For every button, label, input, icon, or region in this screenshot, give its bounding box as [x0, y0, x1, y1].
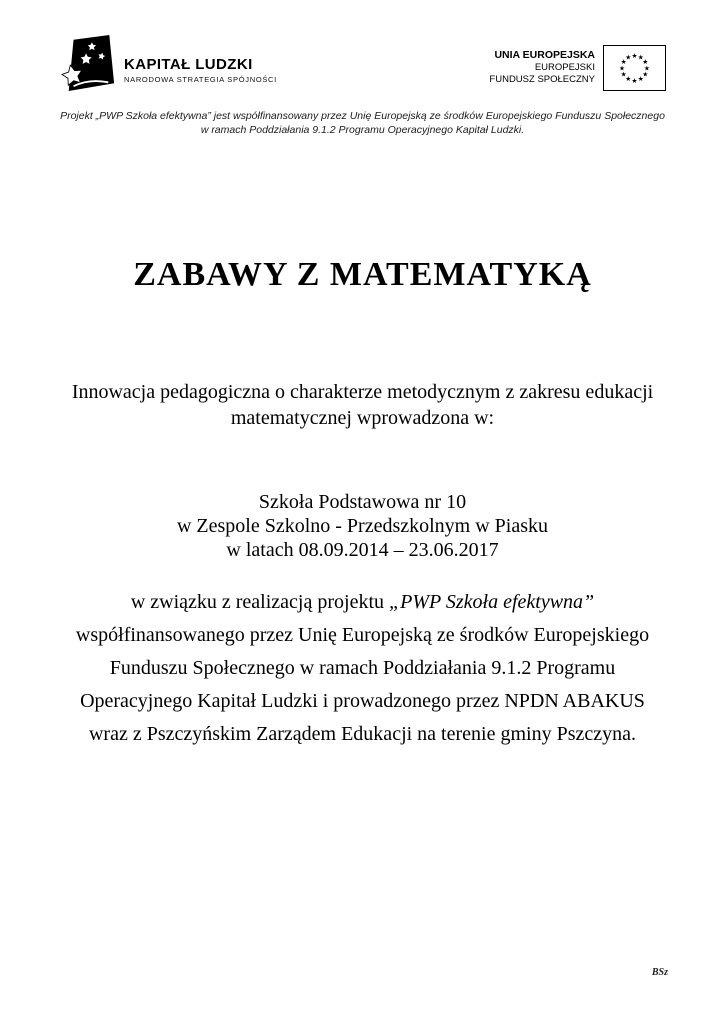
- kapital-ludzki-subtitle: NARODOWA STRATEGIA SPÓJNOŚCI: [124, 75, 277, 84]
- kapital-ludzki-title: KAPITAŁ LUDZKI: [124, 56, 253, 73]
- svg-text:★: ★: [625, 75, 632, 84]
- intro-line2: matematycznej wprowadzona w:: [230, 407, 495, 429]
- svg-text:★: ★: [625, 53, 632, 62]
- svg-text:★: ★: [643, 64, 650, 73]
- project-line3: Funduszu Społecznego w ramach Poddziałania 9.1.2 Programu: [109, 657, 616, 679]
- school-name: Szkoła Podstawowa nr 10: [258, 491, 467, 513]
- svg-text:★: ★: [642, 58, 649, 67]
- school-complex: w Zespole Szkolno - Przedszkolnym w Piasku: [176, 515, 549, 537]
- project-paragraph: [0, 586, 725, 751]
- eu-flag-icon: [603, 45, 666, 91]
- eu-fund-label-2: FUNDUSZ SPOŁECZNY: [489, 74, 595, 85]
- eu-union-label: UNIA EUROPEJSKA: [494, 49, 595, 61]
- svg-text:★: ★: [637, 75, 644, 84]
- svg-text:★: ★: [620, 70, 627, 79]
- project-line2: współfinansowanego przez Unię Europejską ze środków Europejskiego: [75, 624, 650, 646]
- kapital-ludzki-wordmark: [124, 56, 277, 84]
- svg-text:★: ★: [619, 64, 626, 73]
- svg-text:★: ★: [631, 51, 638, 60]
- svg-text:★: ★: [631, 76, 638, 85]
- eu-wordmark: [489, 49, 595, 86]
- footer-initials: BSz: [651, 967, 668, 978]
- intro-line1: Innowacja pedagogiczna o charakterze metodycznym z zakresu edukacji: [71, 381, 654, 403]
- intro-paragraph: [0, 379, 725, 431]
- eu-fund-label-1: EUROPEJSKI: [534, 62, 595, 74]
- school-block: [0, 490, 725, 562]
- svg-text:★: ★: [620, 58, 627, 67]
- kapital-ludzki-logo-icon: [60, 34, 118, 102]
- project-line1: [0, 586, 725, 619]
- school-dates: w latach 08.09.2014 – 23.06.2017: [226, 539, 499, 561]
- project-line1-normal: w związku z realizacją projektu: [130, 591, 390, 613]
- funding-note-line1: Projekt „PWP Szkoła efektywna” jest współfinansowany przez Unię Europejską ze środków Europejskiego Funduszu Społecznego: [60, 110, 665, 122]
- page-title: ZABAWY Z MATEMATYKĄ: [133, 256, 592, 293]
- project-line5: wraz z Pszczyńskim Zarządem Edukacji na terenie gminy Pszczyna.: [88, 723, 636, 745]
- svg-text:★: ★: [637, 53, 644, 62]
- svg-text:★: ★: [642, 70, 649, 79]
- funding-note: [0, 109, 725, 137]
- funding-note-line2: w ramach Poddziałania 9.1.2 Programu Operacyjnego Kapitał Ludzki.: [200, 124, 525, 136]
- project-line4: Operacyjnego Kapitał Ludzki i prowadzonego przez NPDN ABAKUS: [80, 690, 645, 712]
- project-line1-title: „PWP Szkoła efektywna”: [389, 591, 595, 613]
